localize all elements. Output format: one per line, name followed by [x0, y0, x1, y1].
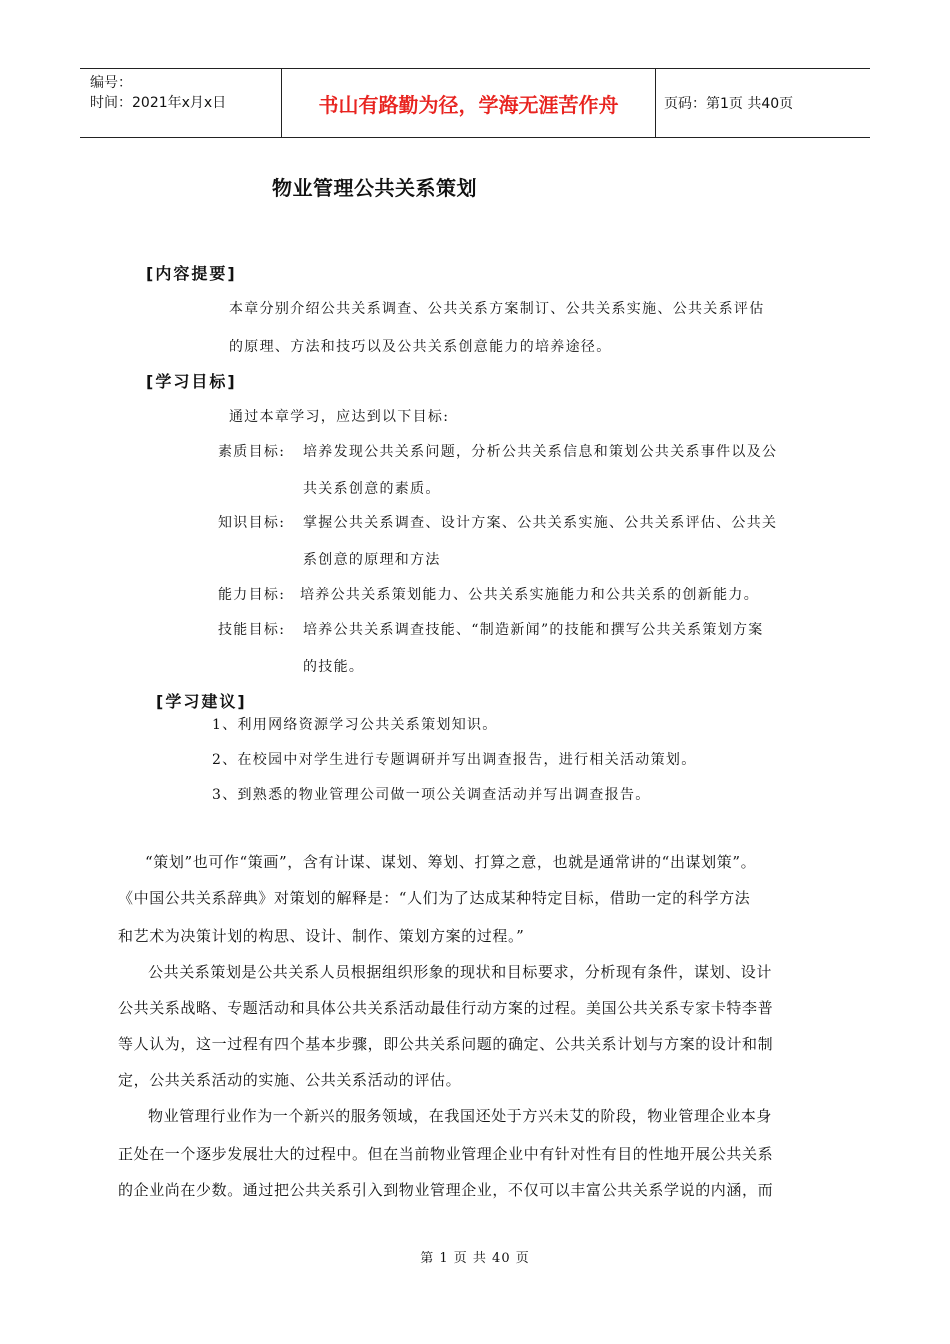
suggestion-item: 1、利用网络资源学习公共关系策划知识。	[212, 717, 498, 733]
objective-text: 培养公共关系策划能力、公共关系实施能力和公共关系的创新能力。	[300, 587, 759, 603]
summary-line: 本章分别介绍公共关系调查、公共关系方案制订、公共关系实施、公共关系评估	[229, 301, 765, 317]
body-line: 和艺术为决策计划的构思、设计、制作、策划方案的过程。”	[118, 927, 525, 945]
body-line: “策划”也可作“策画”，含有计谋、谋划、筹划、打算之意，也就是通常讲的“出谋划策”。	[145, 853, 757, 871]
objectives-heading: [学习目标]	[146, 372, 237, 391]
objective-label: 素质目标:	[218, 444, 286, 460]
summary-heading: [内容提要]	[146, 264, 237, 283]
body-line: 正处在一个逐步发展壮大的过程中。但在当前物业管理企业中有针对性有目的性地开展公共关系	[118, 1145, 774, 1163]
summary-line: 的原理、方法和技巧以及公共关系创意能力的培养途径。	[229, 339, 612, 355]
suggestion-item: 3、到熟悉的物业管理公司做一项公关调查活动并写出调查报告。	[212, 787, 651, 803]
body-line: 公共关系策划是公共关系人员根据组织形象的现状和目标要求，分析现有条件，谋划、设计	[148, 963, 773, 981]
body-line: 等人认为，这一过程有四个基本步骤，即公共关系问题的确定、公共关系计划与方案的设计和制	[118, 1035, 774, 1053]
body-line: 物业管理行业作为一个新兴的服务领域，在我国还处于方兴未艾的阶段，物业管理企业本身	[148, 1107, 773, 1125]
document-title: 物业管理公共关系策划	[272, 176, 477, 200]
objective-text: 的技能。	[303, 659, 365, 675]
page-header	[80, 68, 870, 138]
objectives-intro: 通过本章学习，应达到以下目标:	[229, 409, 450, 425]
objective-label: 知识目标:	[218, 515, 286, 531]
page-footer: 第 1 页 共 40 页	[420, 1251, 530, 1266]
suggestion-item: 2、在校园中对学生进行专题调研并写出调查报告，进行相关活动策划。	[212, 752, 697, 768]
header-motto: 书山有路勤为径，学海无涯苦作舟	[281, 69, 656, 137]
objective-text: 培养公共关系调查技能、“制造新闻”的技能和撰写公共关系策划方案	[303, 622, 764, 638]
objective-text: 培养发现公共关系问题，分析公共关系信息和策划公共关系事件以及公	[303, 444, 778, 460]
body-line: 的企业尚在少数。通过把公共关系引入到物业管理企业，不仅可以丰富公共关系学说的内涵，而	[118, 1181, 774, 1199]
objective-text: 掌握公共关系调查、设计方案、公共关系实施、公共关系评估、公共关	[303, 515, 778, 531]
body-line: 公共关系战略、专题活动和具体公共关系活动最佳行动方案的过程。美国公共关系专家卡特李普	[118, 999, 774, 1017]
header-page-info: 页码：第1页 共40页	[664, 96, 794, 112]
time-label: 时间：2021年x月x日	[90, 95, 227, 111]
objective-text: 系创意的原理和方法	[303, 552, 441, 568]
number-label: 编号：	[90, 75, 132, 91]
objective-text: 共关系创意的素质。	[303, 481, 441, 497]
header-meta	[80, 69, 281, 137]
suggestions-heading: [学习建议]	[156, 692, 247, 711]
body-line: 《中国公共关系辞典》对策划的解释是：“人们为了达成某种特定目标，借助一定的科学方法	[118, 889, 751, 907]
objective-label: 能力目标:	[218, 587, 286, 603]
objective-label: 技能目标:	[218, 622, 286, 638]
body-line: 定，公共关系活动的实施、公共关系活动的评估。	[118, 1071, 462, 1089]
